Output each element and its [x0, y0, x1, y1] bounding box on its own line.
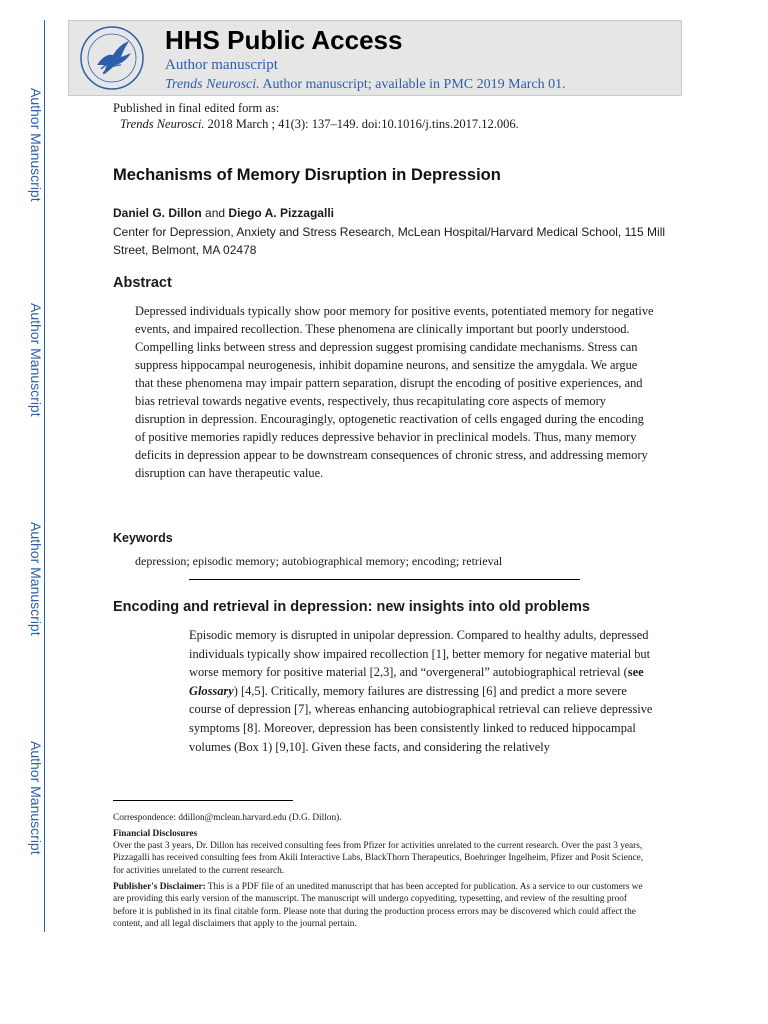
section-heading: Encoding and retrieval in depression: new insights into old problems [113, 599, 590, 615]
abstract-heading: Abstract [113, 275, 172, 291]
section-body: Episodic memory is disrupted in unipolar depression. Compared to healthy adults, depressed individuals typically show impaired recollection [1], better memory for negative material but worse memory for positive material [2,3], and “overgeneral” autobiographical retrieval (see Glossary) [4,5]. Critically, memory failures are distressing [6] and predict a more severe course of depression [7], whereas enhancing autobiographical retrieval can relieve depressive symptoms [8]. Moreover, depression has been consistently linked to reduced hippocampal volumes (Box 1) [9,10]. Given these facts, and considering the relatively [189, 628, 653, 754]
author-dillon: Daniel G. Dillon [113, 206, 202, 220]
published-label: Published in final edited form as: [113, 101, 280, 115]
citation-line: Trends Neurosci. 2018 March ; 41(3): 137–149. doi:10.1016/j.tins.2017.12.006. [120, 117, 519, 131]
abstract-text: Depressed individuals typically show poor memory for positive events, potentiated memory for negative events, and impaired recollection. These phenomena are clinically important but poorly understood. Compelling links between stress and depression suggest promising candidate mechanisms. Stress can suppress hippocampal neurogenesis, inhibit dopamine neurons, and sensitize the amygdala. We argue that these phenomena may impair pattern separation, disrupt the encoding of positive experiences, and bias retrieval towards negative events, respectively, thus recapitulating core aspects of memory disruption in depression. Encouragingly, optogenetic reactivation of cells engaged during the encoding of positive memories rapidly reduces depressive behavior in preclinical models. Thus, many memory deficits in depression appear to be downstream consequences of chronic stress, and addressing memory disruption can have therapeutic value. [135, 304, 654, 480]
affiliation: Center for Depression, Anxiety and Stress Research, McLean Hospital/Harvard Medical School, 115 Mill Street, Belmont, MA 02478 [113, 225, 666, 257]
publisher-disclaimer: Publisher's Disclaimer: This is a PDF file of an unedited manuscript that has been accepted for publication. As a service to our customers we are providing this early version of the manuscript. The manuscript will undergo copyediting, typesetting, and review of the resulting proof before it is published in its final citable form. Please note that during the production process errors may be discovered which could affect the content, and all legal disclaimers that apply to the journal pertain. [113, 882, 643, 929]
disclosures-text: Over the past 3 years, Dr. Dillon has received consulting fees from Pfizer for activities unrelated to the current research. Over the past 3 years, Pizzagalli has received consulting fees from Akili Interactive Labs, BlackThorn Therapeutics, Boehringer Ingelheim, Pfizer and Posit Science, for activities unrelated to the current research. [113, 841, 644, 876]
manuscript-label: Author manuscript [165, 57, 278, 73]
glossary-link: Glossary [189, 683, 234, 698]
section-divider [189, 579, 580, 580]
article-title: Mechanisms of Memory Disruption in Depression [113, 166, 501, 184]
keywords-heading: Keywords [113, 531, 173, 545]
journal-name: Trends Neurosci. [165, 77, 260, 92]
hhs-title: HHS Public Access [165, 25, 403, 55]
availability-line: Trends Neurosci. Author manuscript; available in PMC 2019 March 01. [165, 77, 566, 92]
disclosures-heading: Financial Disclosures [113, 829, 198, 839]
footnote-rule [113, 800, 293, 801]
correspondence-note: Correspondence: ddillon@mclean.harvard.edu (D.G. Dillon). [113, 813, 342, 823]
hhs-header [68, 20, 682, 96]
hhs-eagle-seal-icon [79, 25, 145, 91]
keywords-text: depression; episodic memory; autobiographical memory; encoding; retrieval [135, 554, 503, 568]
author-pizzagalli: Diego A. Pizzagalli [228, 206, 334, 220]
author-list: Daniel G. Dillon and Diego A. Pizzagalli [113, 206, 334, 220]
side-rule [44, 20, 45, 932]
